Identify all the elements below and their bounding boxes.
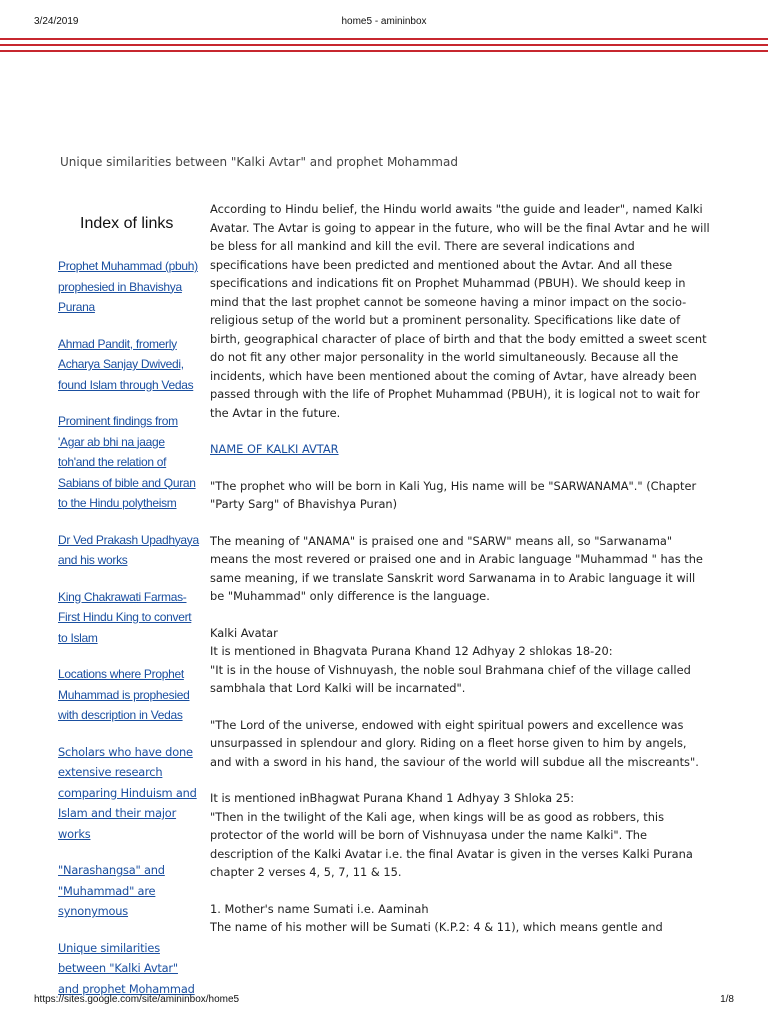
sidebar-link-kalki-avtar[interactable]: Unique similarities between "Kalki Avtar" and prophet Mohammad xyxy=(58,940,195,996)
list-item xyxy=(58,741,200,844)
kalki-avatar-heading: Kalki Avatar xyxy=(210,625,278,640)
print-title: home5 - amininbox xyxy=(341,16,427,27)
vishnuyash-quote: "It is in the house of Vishnuyash, the noble soul Brahmana chief of the village called sambhala that Lord Kalki will be incarnated". xyxy=(210,662,691,695)
print-header xyxy=(34,16,734,30)
prophet-quote: "The prophet who will be born in Kali Yug, His name will be "SARWANAMA"." (Chapter "Party Sarg" of Bhavishya Puran) xyxy=(210,478,697,511)
list-item xyxy=(58,859,200,921)
print-date: 3/24/2019 xyxy=(34,16,79,27)
section-link-name-of-kalki-avtar[interactable]: NAME OF KALKI AVTAR xyxy=(210,442,339,456)
list-item xyxy=(58,255,200,317)
sidebar-link-list xyxy=(58,255,200,998)
sidebar-link-ahmad-pandit[interactable]: Ahmad Pandit, fromerly Acharya Sanjay Dwivedi, found Islam through Vedas xyxy=(58,336,194,392)
sidebar-link-bhavishya-purana[interactable]: Prophet Muhammad (pbuh) prophesied in Bhavishya Purana xyxy=(58,259,198,314)
twilight-quote: "Then in the twilight of the Kali age, when kings will be as good as robbers, this protector of the world will be born of Vishnuyasa under the name Kalki". The description of the Kalki Avatar i.e. the final Avatar is given in the verses Kalki Purana chapter 2 verses 4, 5, 7, 11 & 15. xyxy=(210,809,693,879)
print-footer xyxy=(34,994,734,1008)
list-item xyxy=(58,937,200,999)
meaning-paragraph: The meaning of "ANAMA" is praised one and "SARW" means all, so "Sarwanama" means the most revered or praised one and in Arabic language "Muhammad " has the same meaning, if we translate Sanskrit word Sarwanama in to Arabic language it will be "Muhammad" only difference is the language. xyxy=(210,533,703,603)
sidebar-link-narashangsa[interactable]: "Narashangsa" and "Muhammad" are synonymous xyxy=(58,863,165,918)
list-item xyxy=(58,663,200,725)
mother-name-text: The name of his mother will be Sumati (K.P.2: 4 & 11), which means gentle and xyxy=(210,920,663,934)
sidebar-link-ved-prakash[interactable]: Dr Ved Prakash Upadhyaya and his works xyxy=(58,532,199,567)
print-url: https://sites.google.com/site/amininbox/home5 xyxy=(34,994,240,1005)
sidebar-link-prominent-findings[interactable]: Prominent findings from 'Agar ab bhi na jaage toh'and the relation of Sabians of bible and Quran to the Hindu polytheism xyxy=(58,414,196,510)
bhagwat-reference: It is mentioned inBhagwat Purana Khand 1 Adhyay 3 Shloka 25: xyxy=(210,791,575,805)
sidebar-link-king-chakrawati[interactable]: King Chakrawati Farmas- First Hindu King to convert to Islam xyxy=(58,589,192,645)
site-banner xyxy=(0,38,768,58)
sidebar-heading: Index of links xyxy=(80,215,174,232)
print-page-number: 1/8 xyxy=(720,994,734,1005)
list-item xyxy=(58,410,200,513)
list-item xyxy=(58,586,200,648)
list-item xyxy=(58,333,200,395)
list-item xyxy=(58,529,200,570)
lord-universe-quote: "The Lord of the universe, endowed with eight spiritual powers and excellence was unsurpassed in splendour and glory. Riding on a fleet horse given to him by angels, and with a sword in his hand, the saviour of the world will subdue all the miscreants". xyxy=(210,717,699,769)
mother-name-heading: 1. Mother's name Sumati i.e. Aaminah xyxy=(210,901,429,916)
sidebar-index xyxy=(58,215,200,1014)
bhagvata-reference: It is mentioned in Bhagvata Purana Khand 12 Adhyay 2 shlokas 18-20: xyxy=(210,644,613,658)
page-title: Unique similarities between "Kalki Avtar" and prophet Mohammad xyxy=(60,155,458,169)
intro-paragraph: According to Hindu belief, the Hindu world awaits "the guide and leader", named Kalki Avatar. The Avtar is going to appear in the future, who will be the final Avtar and he will be bless for all mankind and kill the evil. There are several indications and specifications have been predicted and mentioned about the Avtar. And all these specifications and indications fit on Prophet Muhammad (PBUH). We should keep in mind that the last prophet cannot be someone having a minor impact on the socio-religious setup of the world but a prominent personality. Specifications like date of birth, geographical character of place of birth and that the body emitted a sweet scent do not fit any other major personality in the world simultaneously. Because all the incidents, which have been mentioned about the coming of Avtar, have already been passed through with the life of Prophet Muhammad (PBUH), it is logical not to wait for the Avtar in the future. xyxy=(210,202,710,420)
article-content xyxy=(210,200,710,937)
sidebar-link-scholars[interactable]: Scholars who have done extensive research comparing Hinduism and Islam and their major works xyxy=(58,744,197,841)
sidebar-link-locations-vedas[interactable]: Locations where Prophet Muhammad is prophesied with description in Vedas xyxy=(58,667,190,722)
